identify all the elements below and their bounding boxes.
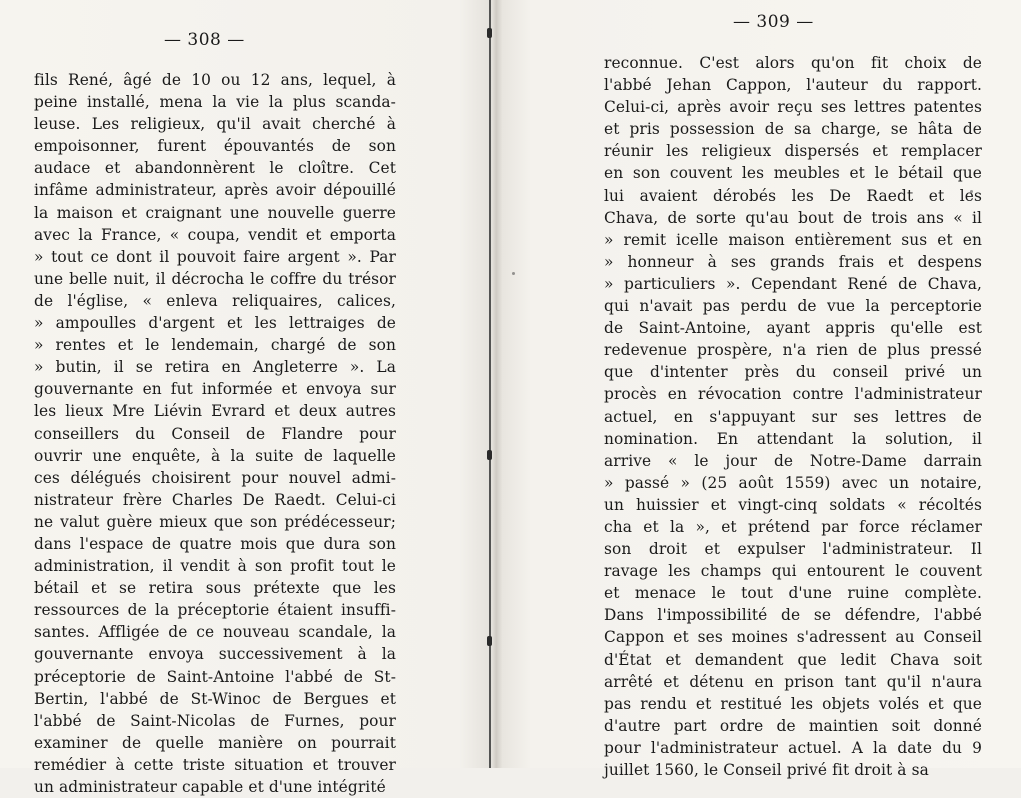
- text-line: lui avaient dérobés les De Raedt et les: [604, 186, 982, 205]
- page-number-right: — 309 —: [733, 12, 814, 32]
- page-number-left: — 308 —: [164, 30, 245, 50]
- text-line: un administrateur capable et d'une intégrité: [34, 778, 386, 796]
- text-line: redevenue prospère, n'a rien de plus pressé: [604, 341, 982, 360]
- text-line: gouvernante en fut informée et envoya sur: [34, 380, 396, 399]
- text-line: Dans l'impossibilité de se défendre, l'abbé: [604, 606, 982, 625]
- text-line: examiner de quelle manière on pourrait: [34, 733, 396, 752]
- text-line: » butin, il se retira en Angleterre ». La: [34, 358, 396, 377]
- text-line: gouvernante envoya successivement à la: [34, 645, 396, 664]
- text-line: administration, il vendit à son profit tout le: [34, 557, 396, 576]
- book-gutter: [489, 0, 491, 768]
- text-line: en son couvent les meubles et le bétail que: [604, 164, 982, 183]
- text-line: actuel, en s'appuyant sur ses lettres de: [604, 407, 982, 426]
- text-line: remédier à cette triste situation et trouver: [34, 755, 396, 774]
- text-line: ne valut guère mieux que son prédécesseur;: [34, 512, 396, 531]
- gutter-mark: [487, 450, 492, 460]
- text-line: l'abbé Jehan Cappon, l'auteur du rapport.: [604, 76, 982, 95]
- text-line: arrêté et détenu en prison tant qu'il n'aura: [604, 672, 982, 691]
- text-line: et pris possession de sa charge, se hâta de: [604, 120, 982, 139]
- text-line: nistrateur frère Charles De Raedt. Celui-ci: [34, 490, 396, 509]
- text-line: » tout ce dont il pouvoit faire argent ». Par: [34, 247, 396, 266]
- text-line: leuse. Les religieux, qu'il avait cherché à: [34, 115, 396, 134]
- text-line: cha et la », et prétend par force réclamer: [604, 517, 982, 536]
- text-line: une belle nuit, il décrocha le coffre du trésor: [34, 269, 396, 288]
- text-line: procès en révocation contre l'administrateur: [604, 385, 982, 404]
- paper-speck: [512, 272, 515, 275]
- text-line: Cappon et ses moines s'adressent au Conseil: [604, 628, 982, 647]
- text-line: ouvrir une enquête, à la suite de laquelle: [34, 446, 396, 465]
- text-line: qui n'avait pas perdu de vue la perceptorie: [604, 297, 982, 316]
- right-page-text: [604, 52, 982, 781]
- text-line: fils René, âgé de 10 ou 12 ans, lequel, à: [34, 71, 396, 89]
- text-line: arrive « le jour de Notre-Dame darrain: [604, 451, 982, 470]
- text-line: d'État et demandent que ledit Chava soit: [604, 650, 982, 669]
- text-line: un huissier et vingt-cinq soldats « récoltés: [604, 495, 982, 514]
- text-line: pour l'administrateur actuel. A la date du 9: [604, 738, 982, 757]
- text-line: avec la France, « coupa, vendit et emporta: [34, 225, 396, 244]
- text-line: Chava, de sorte qu'au bout de trois ans « il: [604, 208, 982, 227]
- text-line: » remit icelle maison entièrement sus et en: [604, 230, 982, 249]
- text-line: de l'église, « enleva reliquaires, calices,: [34, 291, 396, 310]
- text-line: santes. Affligée de ce nouveau scandale, la: [34, 623, 396, 642]
- text-line: peine installé, mena la vie la plus scanda-: [34, 93, 396, 112]
- text-line: infâme administrateur, après avoir dépouillé: [34, 181, 396, 200]
- text-line: juillet 1560, le Conseil privé fit droit à sa: [604, 761, 929, 779]
- text-line: » passé » (25 août 1559) avec un notaire,: [604, 473, 982, 492]
- text-line: de Saint-Antoine, ayant appris qu'elle est: [604, 319, 982, 338]
- left-page-text: [34, 69, 396, 798]
- text-line: » honneur à ses grands frais et despens: [604, 252, 982, 271]
- text-line: réunir les religieux dispersés et remplacer: [604, 142, 982, 161]
- text-line: la maison et craignant une nouvelle guerre: [34, 203, 396, 222]
- text-line: pas rendu et restitué les objets volés et que: [604, 694, 982, 713]
- text-line: bétail et se retira sous prétexte que les: [34, 579, 396, 598]
- text-line: préceptorie de Saint-Antoine l'abbé de St-: [34, 667, 396, 686]
- text-line: les lieux Mre Liévin Evrard et deux autres: [34, 402, 396, 421]
- text-line: que d'intenter près du conseil privé un: [604, 363, 982, 382]
- text-line: nomination. En attendant la solution, il: [604, 429, 982, 448]
- text-line: l'abbé de Saint-Nicolas de Furnes, pour: [34, 711, 396, 730]
- text-line: reconnue. C'est alors qu'on fit choix de: [604, 54, 982, 72]
- gutter-mark: [487, 636, 492, 646]
- text-line: empoisonner, furent épouvantés de son: [34, 137, 396, 156]
- text-line: et menace le tout d'une ruine complète.: [604, 584, 982, 603]
- text-line: conseillers du Conseil de Flandre pour: [34, 424, 396, 443]
- text-line: ces délégués choisirent pour nouvel admi-: [34, 468, 396, 487]
- text-line: » particuliers ». Cependant René de Chava,: [604, 274, 982, 293]
- gutter-mark: [487, 28, 492, 38]
- text-line: Bertin, l'abbé de St-Winoc de Bergues et: [34, 689, 396, 708]
- text-line: ravage les champs qui entourent le couvent: [604, 562, 982, 581]
- text-line: d'autre part ordre de maintien soit donné: [604, 716, 982, 735]
- text-line: Celui-ci, après avoir reçu ses lettres patentes: [604, 98, 982, 117]
- text-line: audace et abandonnèrent le cloître. Cet: [34, 159, 396, 178]
- text-line: dans l'espace de quatre mois que dura son: [34, 534, 396, 553]
- text-line: » rentes et le lendemain, chargé de son: [34, 336, 396, 355]
- text-line: » ampoulles d'argent et les lettraiges de: [34, 314, 396, 333]
- text-line: ressources de la préceptorie étaient insuffi-: [34, 601, 396, 620]
- text-line: son droit et expulser l'administrateur. Il: [604, 540, 982, 559]
